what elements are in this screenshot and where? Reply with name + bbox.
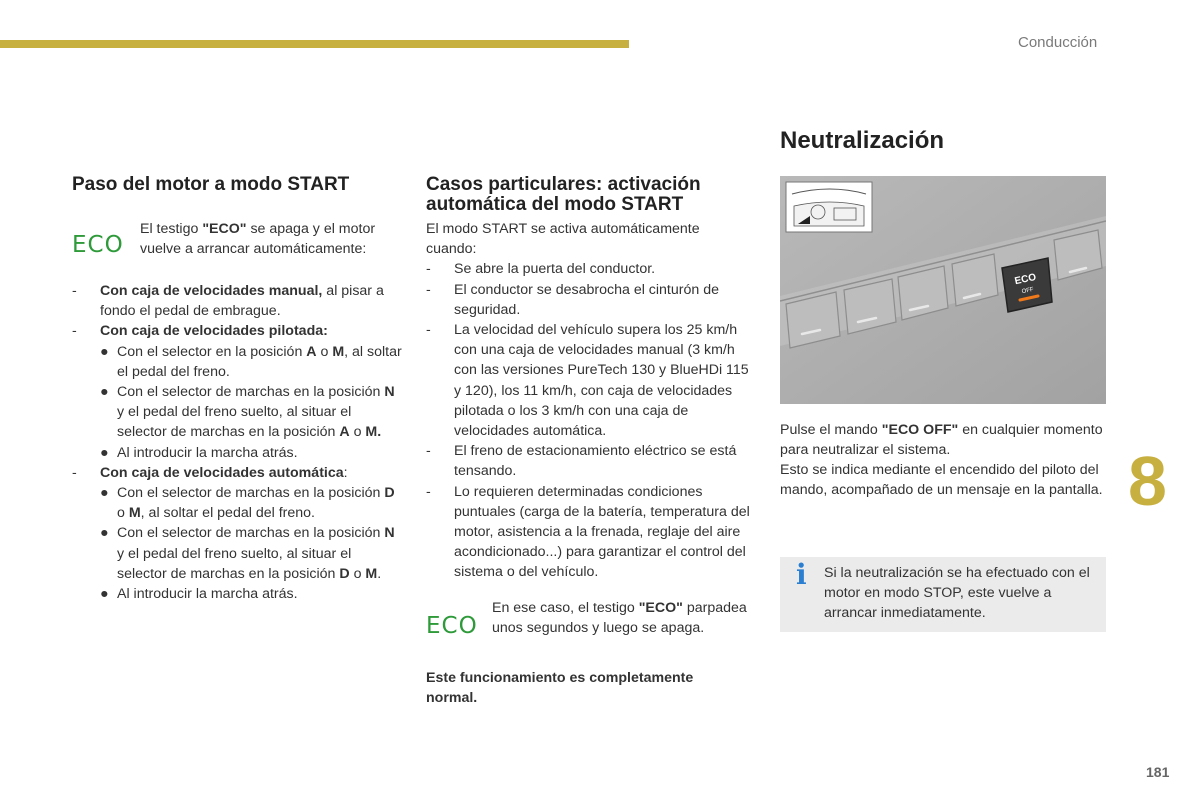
- bullet-item: ● Con el selector en la posición A o M, al soltar el pedal del freno.: [100, 343, 402, 380]
- bullet-item: ● Con el selector de marchas en la posición D o M, al soltar el pedal del freno.: [100, 485, 395, 522]
- list-item-manual: - Con caja de velocidades manual, al pisar a fondo el pedal de embrague.: [72, 283, 384, 320]
- list-item: - Se abre la puerta del conductor.: [426, 261, 656, 278]
- eco-indicator-icon: ECO: [426, 613, 478, 639]
- bullet-item: ● Al introducir la marcha atrás.: [100, 586, 298, 603]
- eco-off-button-photo: [780, 176, 1106, 404]
- list-item: - La velocidad del vehículo supera los 25 km/h con una caja de velocidades manual (3 km/h con las versiones PureTech 130 y BlueHDi 115 y 120), los 11 km/h, con caja de velocidades pilotada o los 3 km/h con una caja de velocidades automática.: [426, 322, 749, 440]
- bullet-item: ● Con el selector de marchas en la posición N y el pedal del freno suelto, al situar el selector de marchas en la posición D o M.: [100, 525, 395, 582]
- info-text: Si la neutralización se ha efectuado con el motor en modo STOP, este vuelve a arrancar inmediatamente.: [824, 565, 1090, 622]
- eco-off-label-top: ECO: [1013, 271, 1038, 288]
- middle-heading: Casos particulares: activación automática del modo START: [426, 174, 701, 215]
- list-item: - Lo requieren determinadas condiciones puntuales (carga de la batería, temperatura del motor, asistencia a la frenada, reglaje del aire acondicionado...) para garantizar el control del sistema o del vehículo.: [426, 483, 750, 581]
- middle-intro: El modo START se activa automáticamente cuando:: [426, 221, 700, 258]
- left-list: [72, 281, 402, 604]
- list-item-piloted: - Con caja de velocidades pilotada:: [72, 323, 328, 340]
- eco-indicator-icon: ECO: [72, 232, 124, 258]
- list-item-automatic: - Con caja de velocidades automática:: [72, 464, 348, 481]
- right-heading: Neutralización: [780, 127, 945, 154]
- info-icon: i: [796, 558, 807, 591]
- closing-note: Este funcionamiento es completamente normal.: [426, 670, 694, 707]
- right-para-2: Esto se indica mediante el encendido del piloto del mando, acompañado de un mensaje en la pantalla.: [780, 462, 1103, 499]
- left-heading: Paso del motor a modo START: [72, 174, 350, 195]
- right-para-1: Pulse el mando "ECO OFF" en cualquier momento para neutralizar el sistema.: [780, 422, 1103, 459]
- page-number: 181: [1146, 764, 1170, 780]
- eco-off-label-bottom: OFF: [1021, 286, 1035, 296]
- middle-list: [426, 219, 754, 583]
- bullet-item: ● Con el selector de marchas en la posición N y el pedal del freno suelto, al situar el selector de marchas en la posición A o M.: [100, 384, 395, 441]
- section-title: Conducción: [1018, 34, 1098, 51]
- list-item: - El freno de estacionamiento eléctrico se está tensando.: [426, 443, 737, 480]
- bullet-item: ● Al introducir la marcha atrás.: [100, 444, 298, 461]
- chapter-number: 8: [1128, 442, 1167, 520]
- eco-note: En ese caso, el testigo "ECO" parpadea unos segundos y luego se apaga.: [492, 600, 747, 637]
- header-accent-bar: [0, 40, 629, 48]
- info-box: [780, 557, 1106, 632]
- dashboard-locator-inset: [786, 182, 872, 232]
- eco-off-button: [1002, 258, 1052, 312]
- left-intro: El testigo "ECO" se apaga y el motor vuelve a arrancar automáticamente:: [140, 221, 376, 258]
- list-item: - El conductor se desabrocha el cinturón de seguridad.: [426, 281, 719, 318]
